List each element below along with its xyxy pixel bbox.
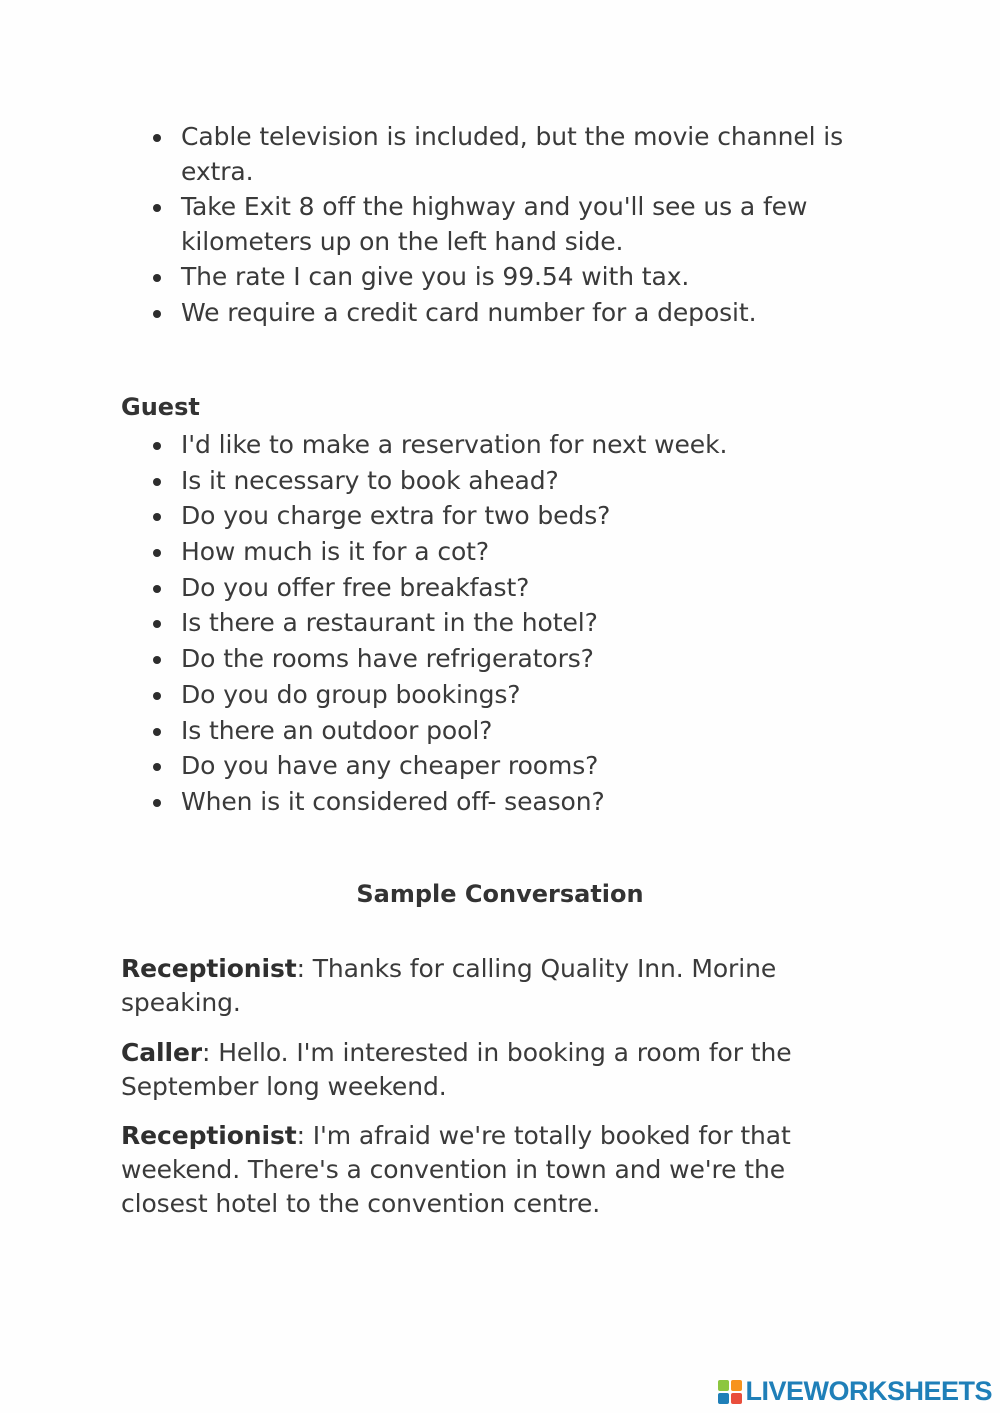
logo-text: LIVEWORKSHEETS <box>745 1376 992 1406</box>
guest-heading: Guest <box>121 393 200 421</box>
dialogue-line <box>121 1119 841 1221</box>
speaker-name: Receptionist <box>121 1121 297 1150</box>
dialogue-text: : I'm afraid we're totally booked for that weekend. There's a convention in town and we're the closest hotel to the convention centre. <box>121 1121 791 1218</box>
dialogue-line <box>121 1036 841 1104</box>
speaker-name: Receptionist <box>121 954 297 983</box>
list-item: The rate I can give you is 99.54 with tax. <box>150 260 890 295</box>
list-item: Cable television is included, but the movie channel is extra. <box>150 120 890 189</box>
list-item: We require a credit card number for a deposit. <box>150 296 890 331</box>
list-item: How much is it for a cot? <box>150 535 890 570</box>
dialogue-text: : Thanks for calling Quality Inn. Morine speaking. <box>121 954 777 1017</box>
sample-conversation-heading: Sample Conversation <box>356 880 644 908</box>
list-item: Is it necessary to book ahead? <box>150 464 890 499</box>
liveworksheets-logo-icon <box>718 1380 742 1404</box>
list-item: Is there an outdoor pool? <box>150 714 890 749</box>
list-item: Do you have any cheaper rooms? <box>150 749 890 784</box>
list-item: Is there a restaurant in the hotel? <box>150 606 890 641</box>
list-item: Do the rooms have refrigerators? <box>150 642 890 677</box>
list-item: Do you offer free breakfast? <box>150 571 890 606</box>
speaker-name: Caller <box>121 1038 203 1067</box>
list-item: I'd like to make a reservation for next week. <box>150 428 890 463</box>
liveworksheets-logo[interactable] <box>718 1376 992 1407</box>
dialogue-text: : Hello. I'm interested in booking a room for the September long weekend. <box>121 1038 792 1101</box>
guest-phrases-list <box>150 428 890 821</box>
list-item: Do you charge extra for two beds? <box>150 499 890 534</box>
list-item: Do you do group bookings? <box>150 678 890 713</box>
receptionist-phrases-list <box>150 120 890 332</box>
dialogue-line <box>121 952 841 1020</box>
list-item: Take Exit 8 off the highway and you'll see us a few kilometers up on the left hand side. <box>150 190 890 259</box>
list-item: When is it considered off- season? <box>150 785 890 820</box>
